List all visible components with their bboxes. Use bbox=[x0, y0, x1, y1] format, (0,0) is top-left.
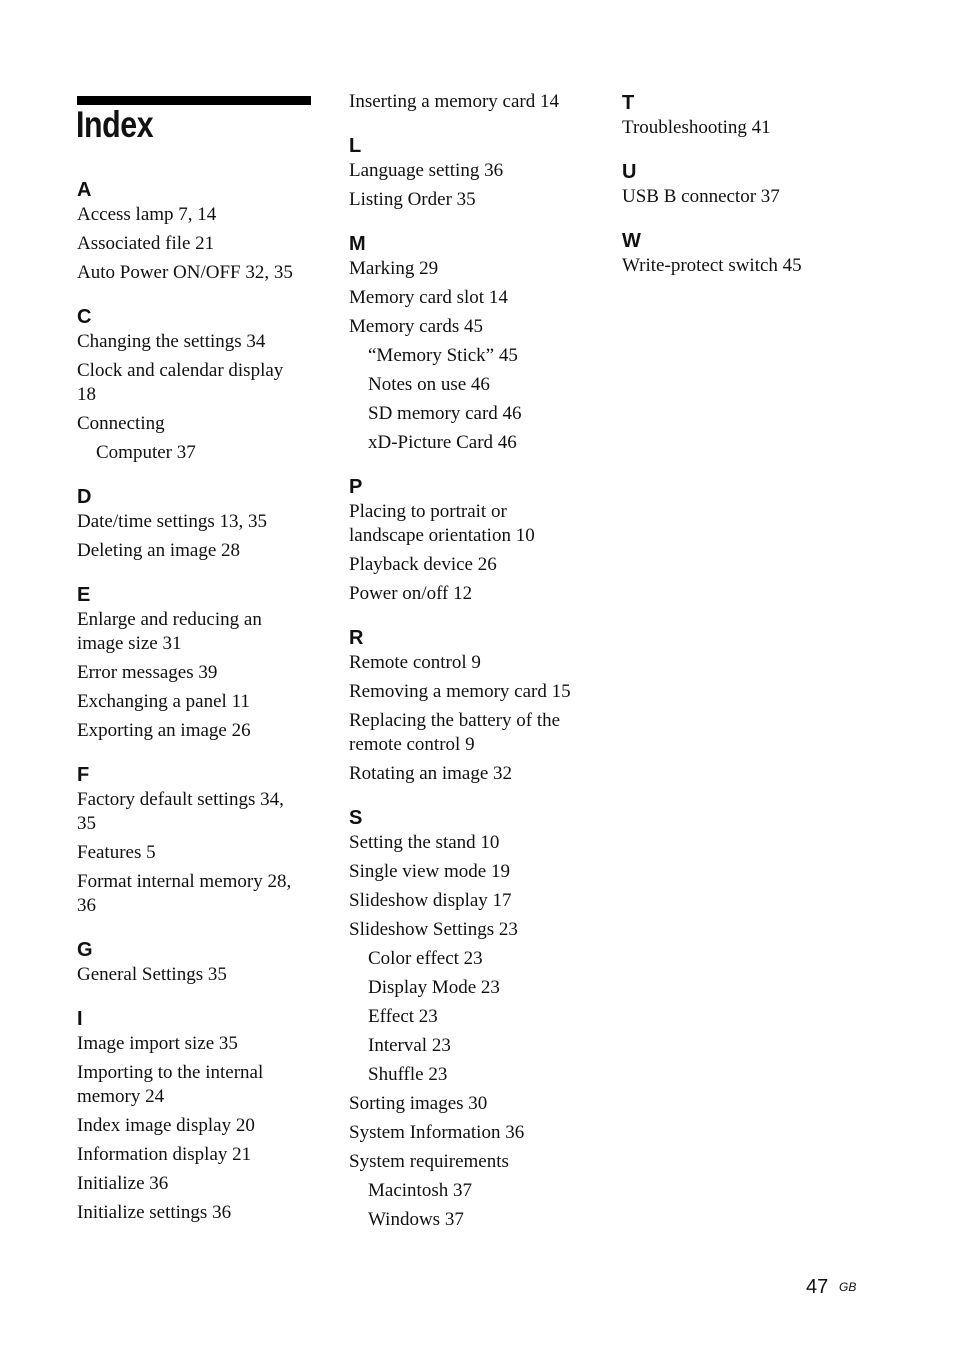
section-gap bbox=[349, 119, 599, 133]
index-entry: Setting the stand 10 bbox=[349, 832, 500, 853]
index-column-3 bbox=[622, 90, 862, 283]
index-entry: Connecting bbox=[77, 413, 165, 434]
index-entry: Features 5 bbox=[77, 842, 156, 863]
index-entry: Initialize 36 bbox=[77, 1173, 169, 1194]
index-subentry: Notes on use 46 bbox=[368, 374, 490, 395]
section-gap bbox=[349, 611, 599, 625]
section-letter: M bbox=[349, 233, 366, 255]
index-subentry: xD-Picture Card 46 bbox=[368, 432, 517, 453]
index-column-1 bbox=[77, 177, 317, 1230]
index-entry: Memory card slot 14 bbox=[349, 287, 508, 308]
index-entry: Slideshow display 17 bbox=[349, 890, 512, 911]
index-entry: Replacing the battery of the remote control 9 bbox=[349, 710, 561, 755]
index-entry: Exchanging a panel 11 bbox=[77, 691, 250, 712]
index-subentry: SD memory card 46 bbox=[368, 403, 522, 424]
index-entry: Auto Power ON/OFF 32, 35 bbox=[77, 262, 293, 283]
section-letter: T bbox=[622, 92, 635, 114]
page-region-code: GB bbox=[839, 1280, 857, 1294]
index-subentry: Interval 23 bbox=[368, 1035, 451, 1056]
index-entry: Deleting an image 28 bbox=[77, 540, 241, 561]
index-entry: Format internal memory 28, 36 bbox=[77, 871, 292, 916]
section-letter: U bbox=[622, 161, 637, 183]
index-entry: Clock and calendar display 18 bbox=[77, 360, 284, 405]
page-number: 47 bbox=[806, 1276, 829, 1298]
index-entry: Rotating an image 32 bbox=[349, 763, 513, 784]
index-entry: Index image display 20 bbox=[77, 1115, 255, 1136]
index-entry: General Settings 35 bbox=[77, 964, 227, 985]
section-letter: L bbox=[349, 135, 362, 157]
index-entry: Date/time settings 13, 35 bbox=[77, 511, 267, 532]
index-entry: Language setting 36 bbox=[349, 160, 504, 181]
section-gap bbox=[77, 748, 317, 762]
index-entry: Power on/off 12 bbox=[349, 583, 473, 604]
index-entry: Playback device 26 bbox=[349, 554, 497, 575]
section-gap bbox=[622, 214, 862, 228]
index-subentry: “Memory Stick” 45 bbox=[368, 345, 518, 366]
index-entry: Placing to portrait or landscape orientation 10 bbox=[349, 501, 535, 546]
index-entry: Listing Order 35 bbox=[349, 189, 476, 210]
section-gap bbox=[349, 791, 599, 805]
index-entry: Initialize settings 36 bbox=[77, 1202, 232, 1223]
section-letter: A bbox=[77, 179, 92, 201]
section-letter: W bbox=[622, 230, 641, 252]
section-letter: G bbox=[77, 939, 93, 961]
section-gap bbox=[77, 290, 317, 304]
index-entry: Remote control 9 bbox=[349, 652, 481, 673]
index-entry: Inserting a memory card 14 bbox=[349, 91, 559, 112]
index-entry: Marking 29 bbox=[349, 258, 439, 279]
index-entry: Write-protect switch 45 bbox=[622, 255, 802, 276]
index-entry: Troubleshooting 41 bbox=[622, 117, 771, 138]
index-subentry: Macintosh 37 bbox=[368, 1180, 472, 1201]
index-entry: Image import size 35 bbox=[77, 1033, 238, 1054]
index-subentry: Windows 37 bbox=[368, 1209, 464, 1230]
index-subentry: Shuffle 23 bbox=[368, 1064, 448, 1085]
index-subentry: Color effect 23 bbox=[368, 948, 483, 969]
section-gap bbox=[77, 470, 317, 484]
index-entry: Single view mode 19 bbox=[349, 861, 510, 882]
page-title: Index bbox=[76, 104, 154, 145]
section-letter: R bbox=[349, 627, 364, 649]
index-entry: System requirements bbox=[349, 1151, 509, 1172]
section-gap bbox=[349, 217, 599, 231]
index-column-2 bbox=[349, 90, 599, 1237]
index-entry: Memory cards 45 bbox=[349, 316, 484, 337]
index-entry: Information display 21 bbox=[77, 1144, 252, 1165]
index-entry: Removing a memory card 15 bbox=[349, 681, 571, 702]
index-entry: Importing to the internal memory 24 bbox=[77, 1062, 264, 1107]
section-gap bbox=[77, 992, 317, 1006]
section-gap bbox=[622, 145, 862, 159]
index-entry: Access lamp 7, 14 bbox=[77, 204, 217, 225]
index-entry: Associated file 21 bbox=[77, 233, 215, 254]
section-letter: F bbox=[77, 764, 90, 786]
index-subentry: Display Mode 23 bbox=[368, 977, 500, 998]
section-letter: E bbox=[77, 584, 91, 606]
index-subentry: Effect 23 bbox=[368, 1006, 438, 1027]
section-gap bbox=[349, 460, 599, 474]
index-entry: Factory default settings 34, 35 bbox=[77, 789, 284, 834]
index-entry: Exporting an image 26 bbox=[77, 720, 251, 741]
section-letter: C bbox=[77, 306, 92, 328]
index-entry: Sorting images 30 bbox=[349, 1093, 488, 1114]
index-entry: Error messages 39 bbox=[77, 662, 218, 683]
index-subentry: Computer 37 bbox=[96, 442, 196, 463]
index-entry: USB B connector 37 bbox=[622, 186, 780, 207]
index-entry: Enlarge and reducing an image size 31 bbox=[77, 609, 262, 654]
section-letter: P bbox=[349, 476, 363, 498]
section-letter: I bbox=[77, 1008, 83, 1030]
section-letter: S bbox=[349, 807, 363, 829]
index-entry: System Information 36 bbox=[349, 1122, 525, 1143]
section-gap bbox=[77, 568, 317, 582]
index-entry: Slideshow Settings 23 bbox=[349, 919, 518, 940]
section-gap bbox=[77, 923, 317, 937]
section-letter: D bbox=[77, 486, 92, 508]
index-entry: Changing the settings 34 bbox=[77, 331, 266, 352]
